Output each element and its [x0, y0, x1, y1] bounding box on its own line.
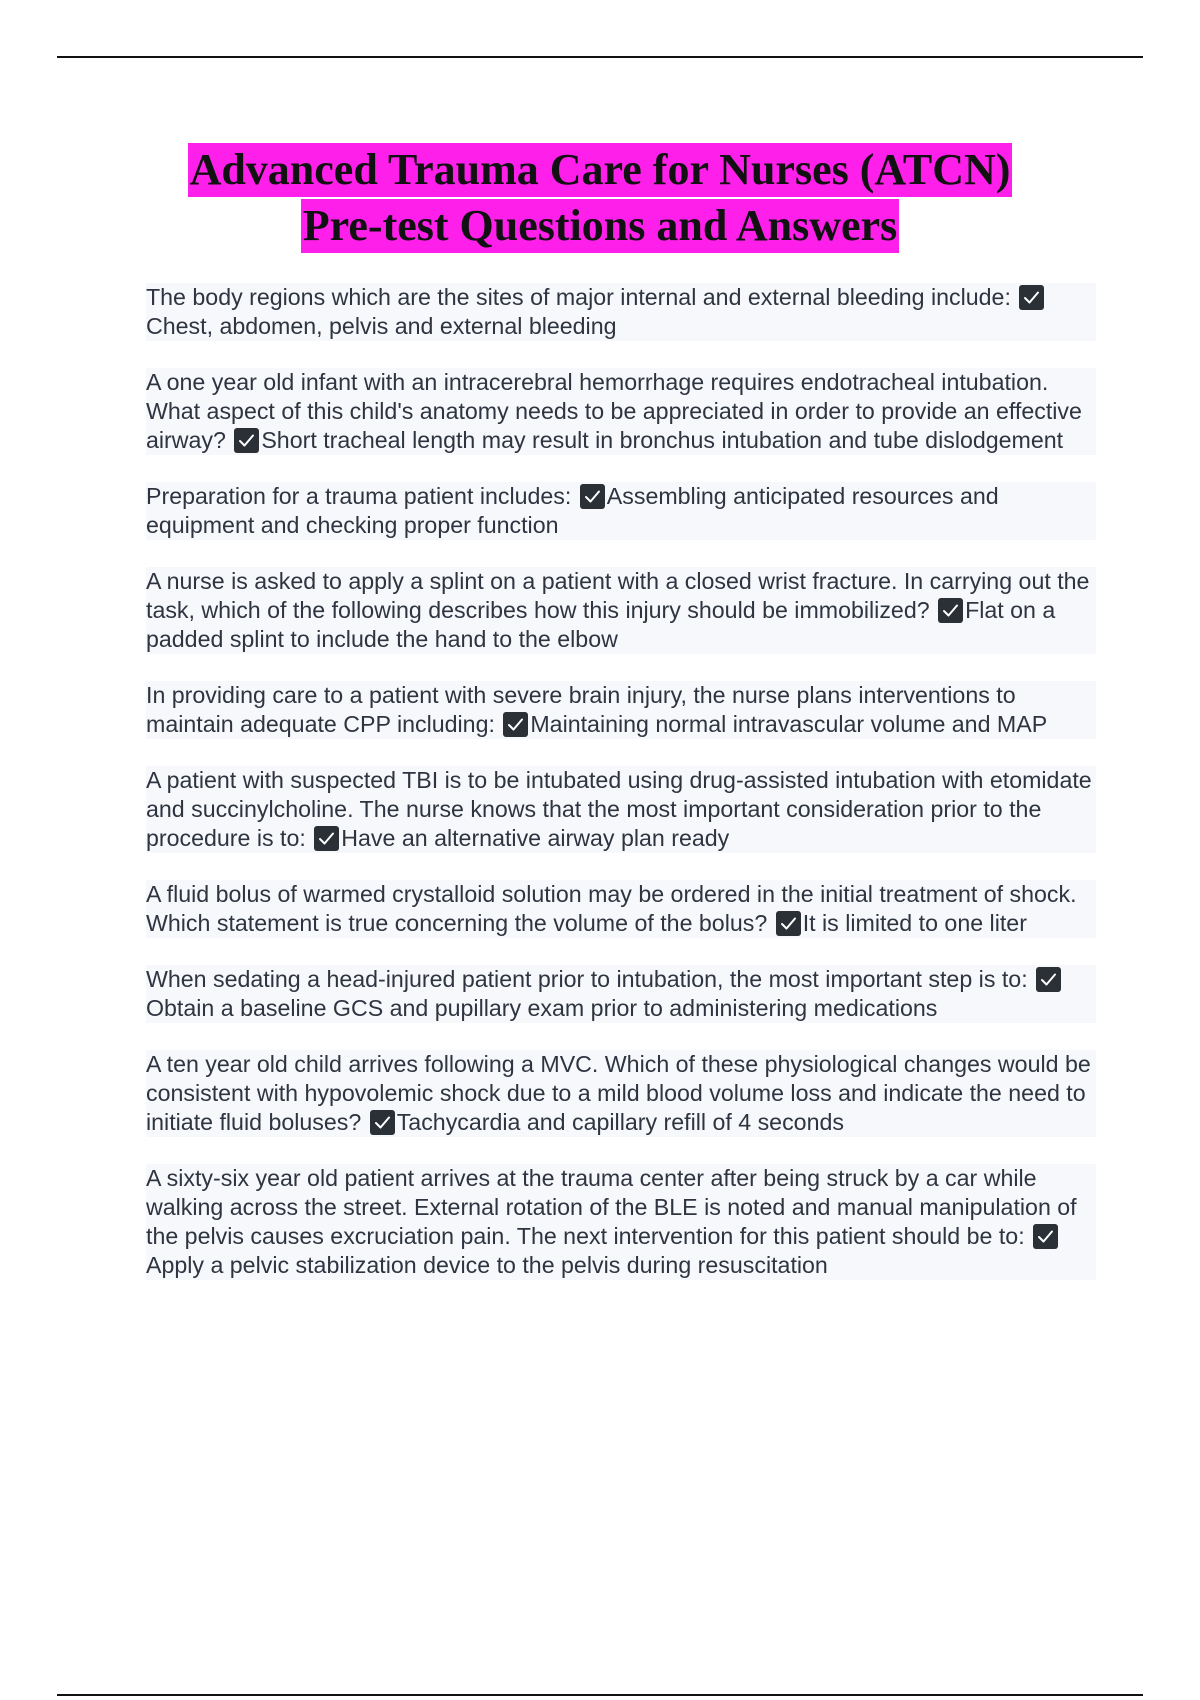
qa-item [146, 283, 1096, 341]
qa-item [146, 368, 1096, 455]
answer-text: Obtain a baseline GCS and pupillary exam prior to administering medications [146, 995, 938, 1021]
answer-text: Short tracheal length may result in bronchus intubation and tube dislodgement [261, 427, 1064, 453]
question-text: A fluid bolus of warmed crystalloid solution may be ordered in the initial treatment of shock. Which statement is true concerning the volume of the bolus? [146, 881, 1077, 936]
checkmark-icon [314, 826, 339, 851]
checkmark-icon [776, 911, 801, 936]
answer-text: Maintaining normal intravascular volume and MAP [530, 711, 1048, 737]
checkmark-icon [938, 598, 963, 623]
answer-text: Tachycardia and capillary refill of 4 seconds [396, 1109, 844, 1135]
qa-list [146, 283, 1096, 1307]
checkmark-icon [580, 484, 605, 509]
answer-text: Apply a pelvic stabilization device to the pelvis during resuscitation [146, 1252, 828, 1278]
checkmark-icon [1036, 967, 1061, 992]
qa-item [146, 567, 1096, 654]
question-text: A ten year old child arrives following a MVC. Which of these physiological changes would be consistent with hypovolemic shock due to a mild blood volume loss and indicate the need to initiate fluid boluses? [146, 1051, 1091, 1135]
title-line-2: Pre-test Questions and Answers [301, 199, 899, 253]
checkmark-icon [1019, 285, 1044, 310]
answer-text: It is limited to one liter [802, 910, 1027, 936]
answer-text: Have an alternative airway plan ready [341, 825, 730, 851]
bottom-rule [57, 1694, 1143, 1696]
qa-item [146, 1164, 1096, 1280]
answer-text: Chest, abdomen, pelvis and external bleeding [146, 313, 617, 339]
qa-item [146, 482, 1096, 540]
document-title [0, 142, 1200, 254]
question-text: A nurse is asked to apply a splint on a patient with a closed wrist fracture. In carrying out the task, which of the following describes how this injury should be immobilized? [146, 568, 1090, 623]
question-text: In providing care to a patient with severe brain injury, the nurse plans interventions to maintain adequate CPP including: [146, 682, 1016, 737]
question-text: The body regions which are the sites of major internal and external bleeding include: [146, 284, 1018, 310]
checkmark-icon [234, 428, 259, 453]
question-text: When sedating a head-injured patient prior to intubation, the most important step is to: [146, 966, 1035, 992]
checkmark-icon [370, 1110, 395, 1135]
qa-item [146, 766, 1096, 853]
title-line-1: Advanced Trauma Care for Nurses (ATCN) [188, 143, 1013, 197]
question-text: A one year old infant with an intracerebral hemorrhage requires endotracheal intubation. What aspect of this child's anatomy needs to be appreciated in order to provide an effective airway? [146, 369, 1082, 453]
top-rule [57, 56, 1143, 58]
checkmark-icon [1033, 1224, 1058, 1249]
question-text: A patient with suspected TBI is to be intubated using drug-assisted intubation with etomidate and succinylcholine. The nurse knows that the most important consideration prior to the procedure is to: [146, 767, 1092, 851]
question-text: Preparation for a trauma patient includes: [146, 483, 578, 509]
answer-text: Flat on a padded splint to include the hand to the elbow [146, 597, 1056, 652]
qa-item [146, 880, 1096, 938]
qa-item [146, 681, 1096, 739]
checkmark-icon [503, 712, 528, 737]
answer-text: Assembling anticipated resources and equipment and checking proper function [146, 483, 999, 538]
qa-item [146, 965, 1096, 1023]
question-text: A sixty-six year old patient arrives at the trauma center after being struck by a car while walking across the street. External rotation of the BLE is noted and manual manipulation of the pelvis causes excruciation pain. The next intervention for this patient should be to: [146, 1165, 1077, 1249]
qa-item [146, 1050, 1096, 1137]
